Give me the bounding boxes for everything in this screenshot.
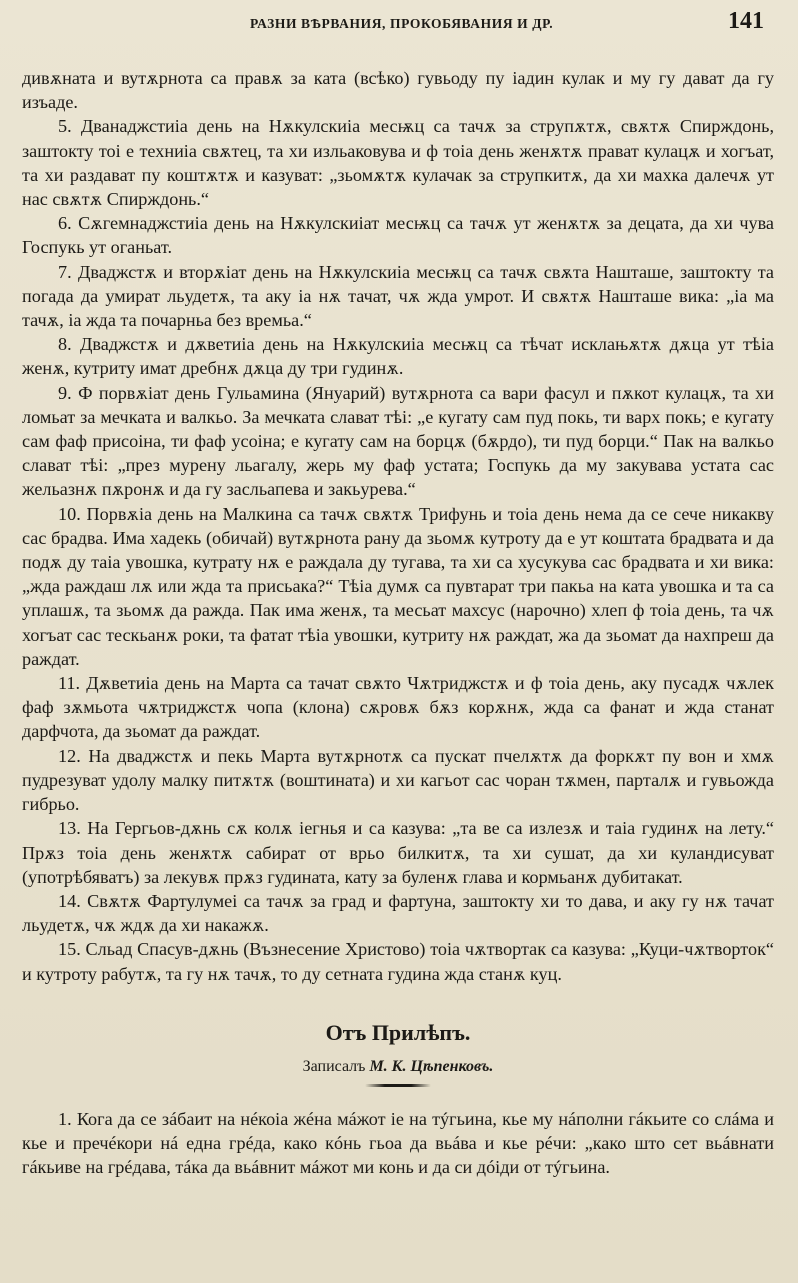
- section-title: Отъ Прилѣпъ.: [325, 1019, 471, 1045]
- paragraph: 14. Свѫтѫ Фартулумеі са тачѫ за град и фартуна, заштокту хи то дава, и аку гу нѫ тачат льудетѫ, чѫ ждѫ да хи накажѫ.: [22, 890, 774, 936]
- paragraph: 10. Порвѫіа день на Малкина са тачѫ свѫтѫ Трифунь и тоіа день нема да се сече никакву сас брадва. Има хадекь (обичай) вутѫрнота рану да зьомѫ кутроту да е ут коштата брадвата и да подѫ ду таіа увошка, кутрату нѫ е раждала ду тугава, та хи са хусукува сас брадвата и хи вика: „жда раждаш лѫ или жда та присьака?“ Тѣіа думѫ са пувтарат три пакьа на ката увошка и та са уплашѫ, та зьомѫ да ражда. Пак има женѫ, та месьат махсус (нарочно) хлеп ф тоіа день, та чѫ хогъат сас тескьанѫ роки, та фатат тѣіа увошки, кутриту нѫ раждат, жа да зьомат да нахпреш да раждат.: [22, 503, 774, 669]
- section-separator: [365, 1084, 431, 1087]
- running-title: РАЗНИ ВѢРВАНИЯ, ПРОКОБЯВАНИЯ И ДР.: [250, 16, 554, 31]
- paragraph: 1. Кога да се зáбаит на нéкоіа жéна мáжот іе на тýгьина, кье му нáполни гáкьите со слáма и кье и пречéкори нá една грéда, како кóнь гьоа да вьáва и кье рéчи: „како што сет вьáвнати гáкьиве на грéдава, тáка да вьáвнит мáжот ми конь и да си дóiди от тýгьина.: [22, 1108, 774, 1178]
- recorder-line: [22, 1058, 774, 1076]
- paragraph: 12. На дваджстѫ и пекь Марта вутѫрнотѫ са пускат пчелѫтѫ да форкѫт пу вон и хмѫ пудрезуват удолу малку питѫтѫ (воштината) и хи кагьот сас чоран тѫмен, парталѫ и гувьожда гибрьо.: [22, 745, 774, 815]
- page-header: [22, 8, 774, 52]
- section-text: [22, 1107, 774, 1180]
- paragraph: 7. Дваджстѫ и вторѫіат день на Нѫкулскиіа месѭц са тачѫ свѫта Нашташе, заштокту та погада да умират льудетѫ, та аку іа нѫ тачат, чѫ жда умрот. И свѫтѫ Нашташе вика: „іа ма тачѫ, іа жда та почарньа без времьа.“: [22, 261, 774, 331]
- paragraph: 11. Дѫветиіа день на Марта са тачат свѫто Чѫтриджстѫ и ф тоіа день, аку пусадѫ чѫлек фаф зѫмьота чѫтриджстѫ чопа (клона) сѫровѫ бѫз корѫнѫ, жда са фанат и жда станат дарфчота, да зьомат да раждат.: [22, 673, 774, 742]
- paragraph: 13. На Гергьов-дѫнь сѫ колѫ іегнья и са казува: „та ве са излезѫ и таіа гудинѫ на лету.“ Прѫз тоіа день женѫтѫ сабират от врьо билкитѫ, та хи сушат, да хи куландисуват (употрѣбяватъ) за лекувѫ прѫз гудината, кату за буленѫ глава и кормьанѫ дубитакат.: [22, 818, 774, 887]
- paragraph: 8. Дваджстѫ и дѫветиіа день на Нѫкулскиіа месѭц са тѣчат исклањѫтѫ дѫца ут тѣіа женѫ, кутриту имат дребнѫ дѫца ду три гудинѫ.: [22, 334, 774, 379]
- paragraph: 6. Сѫгемнаджстиіа день на Нѫкулскиіат месѭц са тачѫ ут женѫтѫ за децата, да хи чува Госпукь ут оганьат.: [22, 213, 774, 258]
- paragraph: 5. Дванаджстиіа день на Нѫкулскиіа месѭц са тачѫ за струпѫтѫ, свѫтѫ Спирждонь, заштокту тоі е техниіа свѫтец, та хи изльаковува и ф тоіа день женѫтѫ прават кулацѫ и хогъат, та хи раздават пу коштѫтѫ и казуват: „зьомѫтѫ кулачак за струпкитѫ, да хи махка далечѫ ут нас свѫтѫ Спирждонь.“: [22, 116, 774, 210]
- paragraph: дивѫната и вутѫрнота са правѫ за ката (всѣко) гувьоду пу іадин кулак и му гу дават да гу изъаде.: [22, 68, 774, 113]
- recorder-name: М. К. Цѣпенковъ.: [369, 1057, 494, 1075]
- paragraph: 9. Ф порвѫіат день Гульамина (Януарий) вутѫрнота са вари фасул и пѫкот кулацѫ, та хи ломьат за мечката и валкьо. За мечката слават тѣі: „е кугату сам пуд покь, ти варх покь; е кугату сам фаф присоіна, ти фаф усоіна; е кугату сам на борцѫ (бѫрдо), ти пуд борци.“ Пак на валкьо слават тѣі: „през мурену льагалу, жерь му фаф устата; Госпукь да му закувава устата сас жельазнѫ пѫронѫ и да гу засльапева и закьурева.“: [22, 382, 774, 500]
- page-number: 141: [728, 8, 764, 34]
- main-text: [22, 66, 774, 986]
- recorder-prefix: Записалъ: [302, 1057, 366, 1075]
- paragraph: 15. Сльад Спасув-дѫнь (Възнесение Христово) тоіа чѫтвортак са казува: „Куци-чѫтворток“ и кутроту рабутѫ, та гу нѫ тачѫ, то ду сетната гудина жда станѫ куц.: [22, 939, 774, 984]
